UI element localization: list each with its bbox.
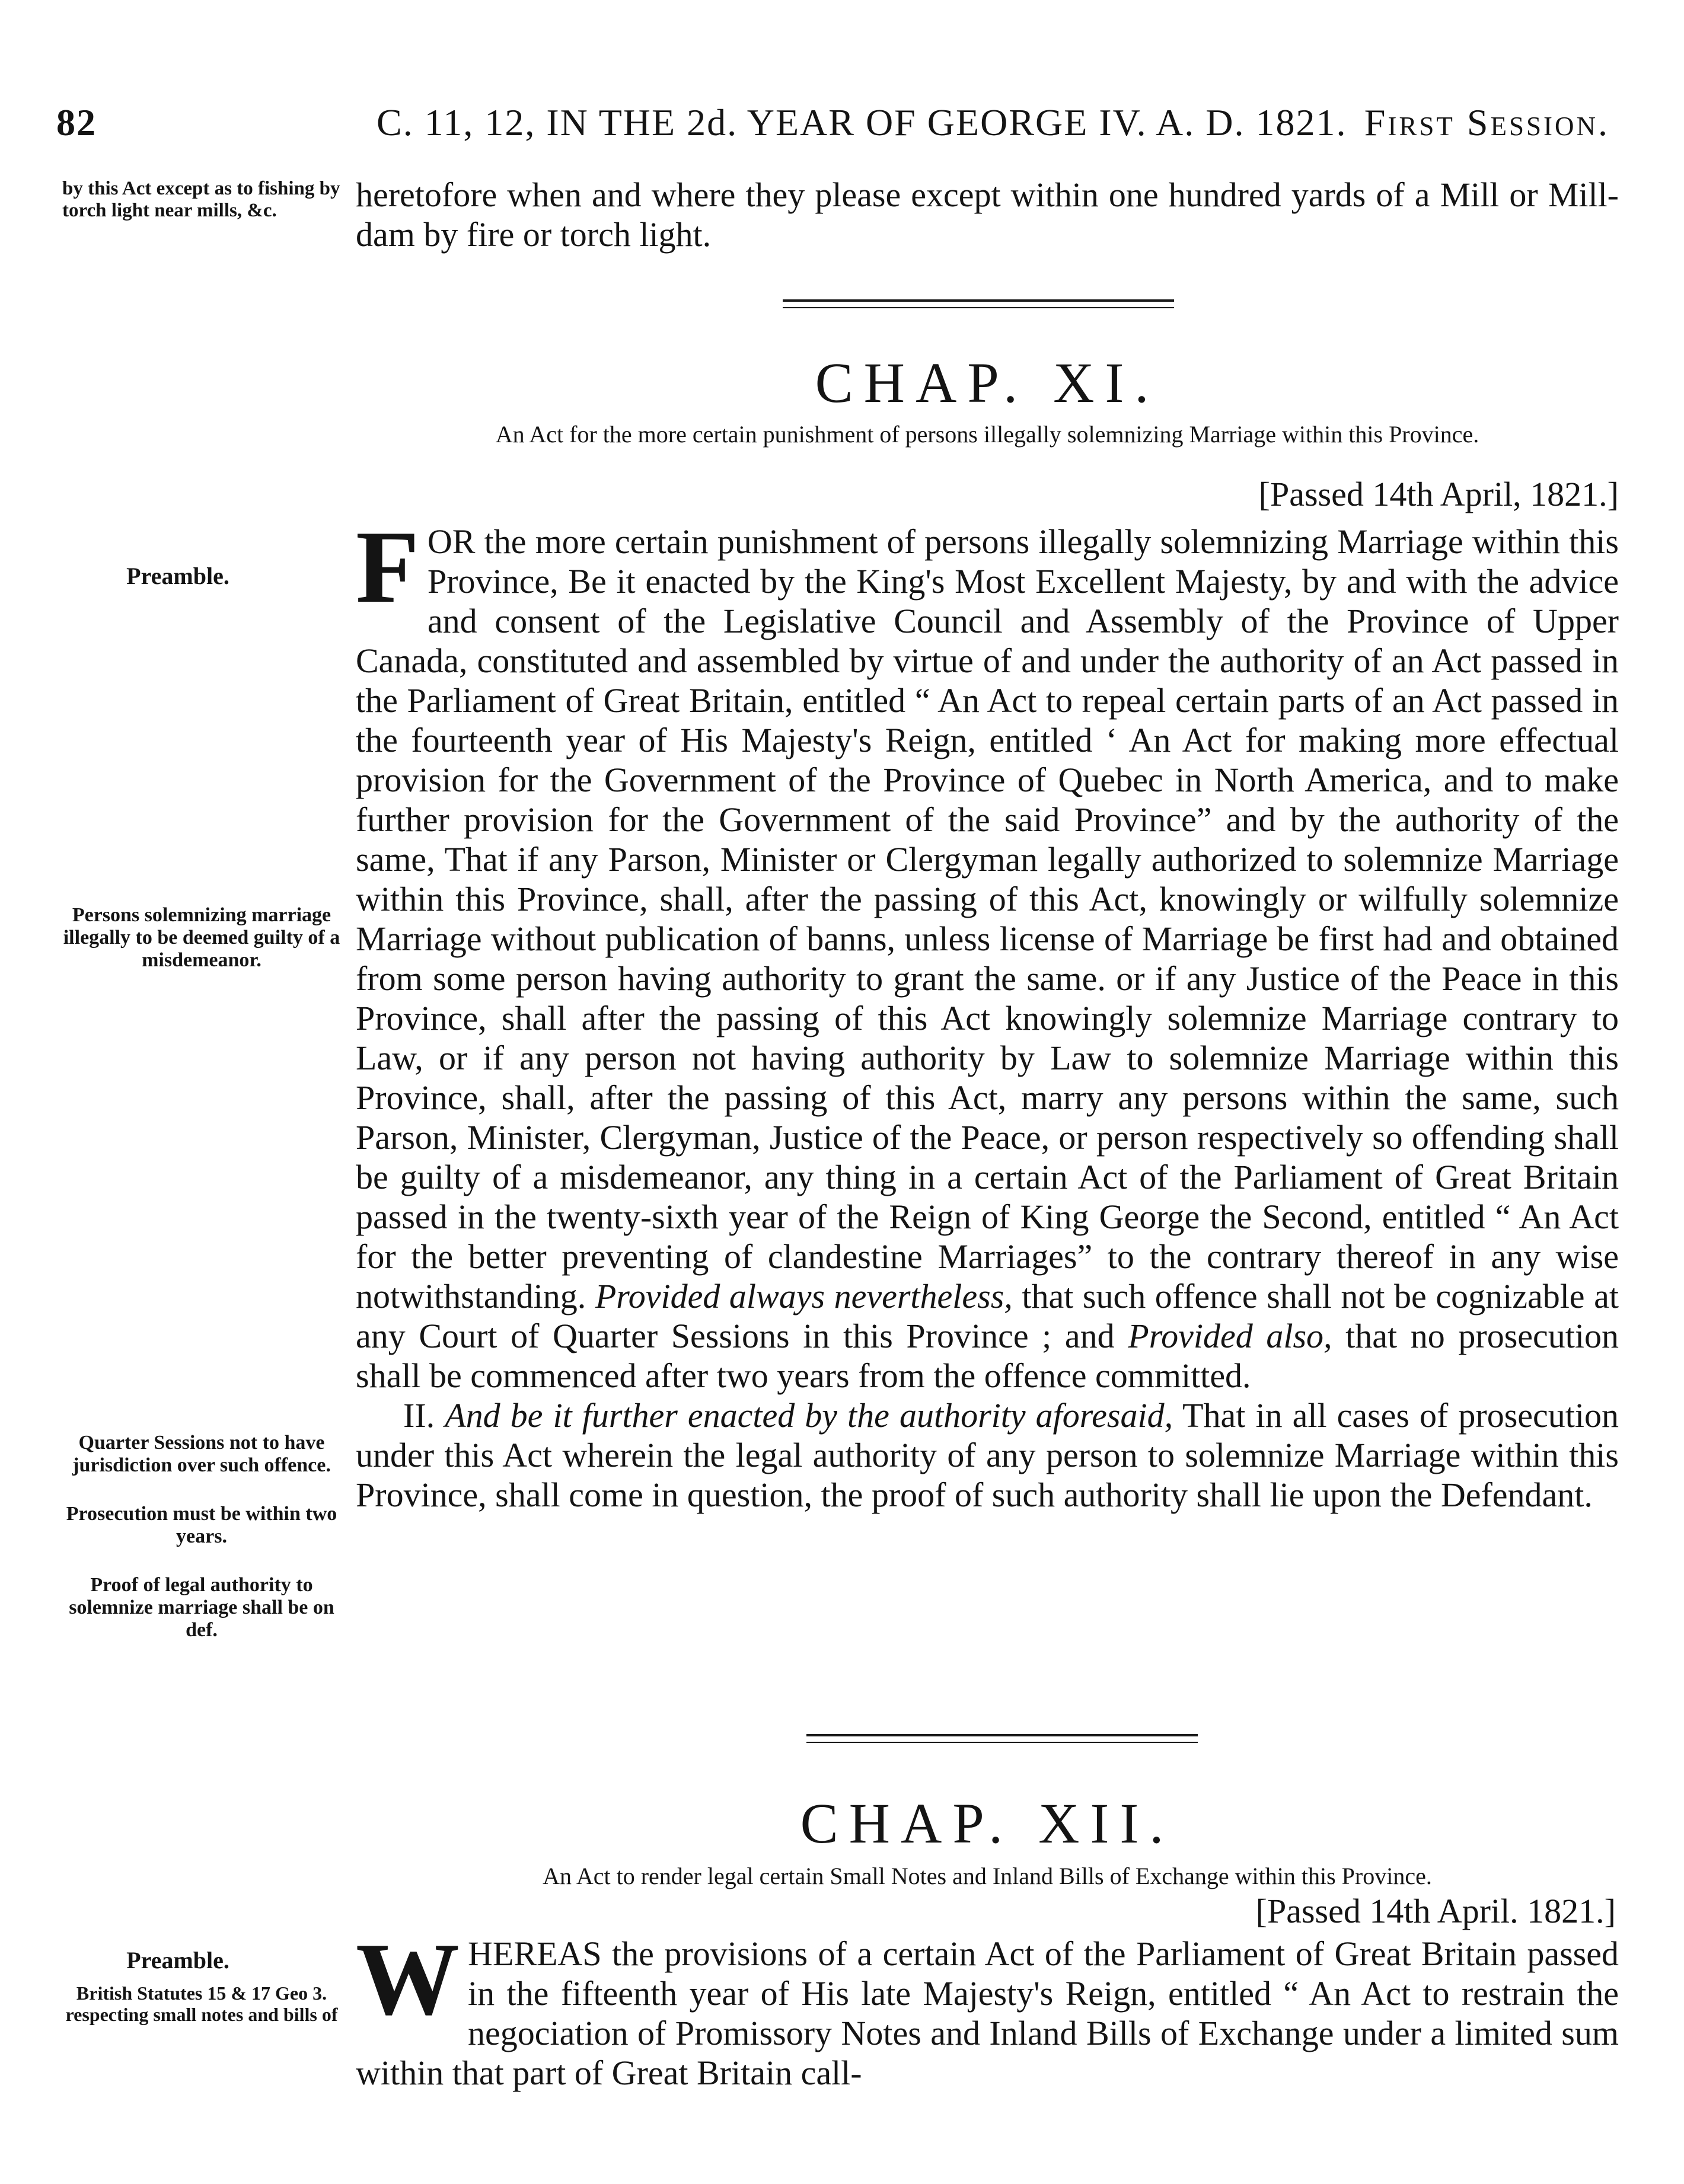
act-title-xii: An Act to render legal certain Small Notes and Inland Bills of Exchange within this Province.	[543, 1863, 1432, 1889]
rule-line	[783, 307, 1174, 308]
chapter-heading-xii: CHAP. XII.	[800, 1792, 1175, 1855]
rule-line	[806, 1734, 1198, 1736]
running-title: C. 11, 12, IN THE 2d. YEAR OF GEORGE IV. A. D. 1821.	[377, 101, 1347, 143]
act-title-xi: An Act for the more certain punishment of persons illegally solemnizing Marriage within this Province.	[495, 421, 1479, 448]
proviso-text-1: that such offence shall not be cognizable at any Court of Quarter Sessions in this Province ; and	[356, 1277, 1619, 1355]
chapter-heading-xi: CHAP. XI.	[815, 351, 1160, 414]
section-1-text: OR the more certain punishment of persons illegally solemnizing Marriage within this Province, Be it enacted by the King's Most Excellent Majesty, by and with the advice and consent of the Legislative Council and Assembly of the Province of Upper Canada, constituted and assembled by virtue of and under the authority of an Act passed in the Parliament of Great Britain, entitled “ An Act to repeal certain parts of an Act passed in the fourteenth year of His Majesty's Reign, entitled ‘ An Act for making more effectual provision for the Government of the Province of Quebec in North America, and to make further provision for the Government of the said Province” and by the authority of the same, That if any Parson, Minister or Clergyman legally authorized to solemnize Marriage within this Province, shall, after the passing of this Act, knowingly or wilfully solemnize Marriage without publication of banns, unless license of Marriage be first had and obtained from some person having authority to grant the same. or if any Justice of the Peace in this Province, shall after the passing of this Act knowingly solemnize Marriage contrary to Law, or if any person not having authority by Law to solemnize Marriage within this Province, shall, after the passing of this Act, marry any persons within the same, such Parson, Minister, Clergyman, Justice of the Peace, or person respectively so offending shall be guilty of a misdemeanor, any thing in a certain Act of the Parliament of Great Britain passed in the twenty-sixth year of the Reign of King George the Second, entitled “ An Act for the better preventing of clandestine Marriages” to the contrary thereof in any wise notwithstanding.	[356, 522, 1619, 1315]
carry-over-paragraph: heretofore when and where they please except within one hundred yards of a Mill or Mill-dam by fire or torch light.	[356, 175, 1619, 254]
carry-over-text	[356, 175, 1619, 270]
chapter-xi-section-1	[356, 509, 1619, 1396]
margin-note-proof-authority: Proof of legal authority to solemnize marriage shall be on def.	[69, 1574, 334, 1642]
passed-date-xii: [Passed 14th April. 1821.]	[1255, 1892, 1616, 1930]
margin-note-torch-light: by this Act except as to fishing by torch light near mills, &c.	[62, 178, 340, 221]
section-2-number: II.	[403, 1396, 445, 1435]
chapter-xi-section-2	[356, 1396, 1619, 1515]
drop-cap-w: W	[356, 1921, 460, 2036]
page-number: 82	[56, 101, 97, 143]
rule-line	[783, 299, 1174, 302]
chapter-xi-body	[356, 509, 1619, 1515]
margin-note-preamble: Preamble.	[126, 563, 229, 589]
proviso-heading-1: Provided always nevertheless,	[595, 1277, 1013, 1315]
passed-date-xi: [Passed 14th April, 1821.]	[1258, 475, 1619, 513]
section-2-enacting-clause: And be it further enacted by the authority aforesaid,	[445, 1396, 1173, 1435]
chapter-xii-body	[356, 1921, 1619, 2093]
proviso-heading-2: Provided also,	[1128, 1317, 1332, 1355]
section-2-text: That in all cases of prosecution under this Act wherein the legal authority of any person to solemnize Marriage within this Province, shall come in question, the proof of such authority shall lie upon the Defendant.	[356, 1396, 1619, 1514]
margin-note-misdemeanor: Persons solemnizing marriage illegally to be deemed guilty of a misdemeanor.	[63, 904, 340, 972]
rule-line	[806, 1742, 1198, 1743]
margin-note-british-statutes: British Statutes 15 & 17 Geo 3. respecting small notes and bills of	[65, 1982, 338, 2025]
proviso-text-2: that no prosecution shall be commenced after two years from the offence committed.	[356, 1317, 1619, 1395]
margin-note-quarter-sessions: Quarter Sessions not to have jurisdiction over such offence.	[72, 1432, 331, 1477]
margin-note-prosecution-limit: Prosecution must be within two years.	[66, 1503, 337, 1548]
chapter-xii-section-1	[356, 1921, 1619, 2093]
margin-note-preamble-xii: Preamble.	[126, 1947, 229, 1974]
session-label: First Session.	[1364, 101, 1610, 143]
chapter-xii-preamble-text: HEREAS the provisions of a certain Act of the Parliament of Great Britain passed in the fifteenth year of His late Majesty's Reign, entitled “ An Act to restrain the negociation of Promissory Notes and Inland Bills of Exchange under a limited sum within that part of Great Britain call-	[356, 1934, 1619, 2092]
drop-cap-f: F	[356, 509, 419, 624]
running-header	[56, 101, 1610, 154]
